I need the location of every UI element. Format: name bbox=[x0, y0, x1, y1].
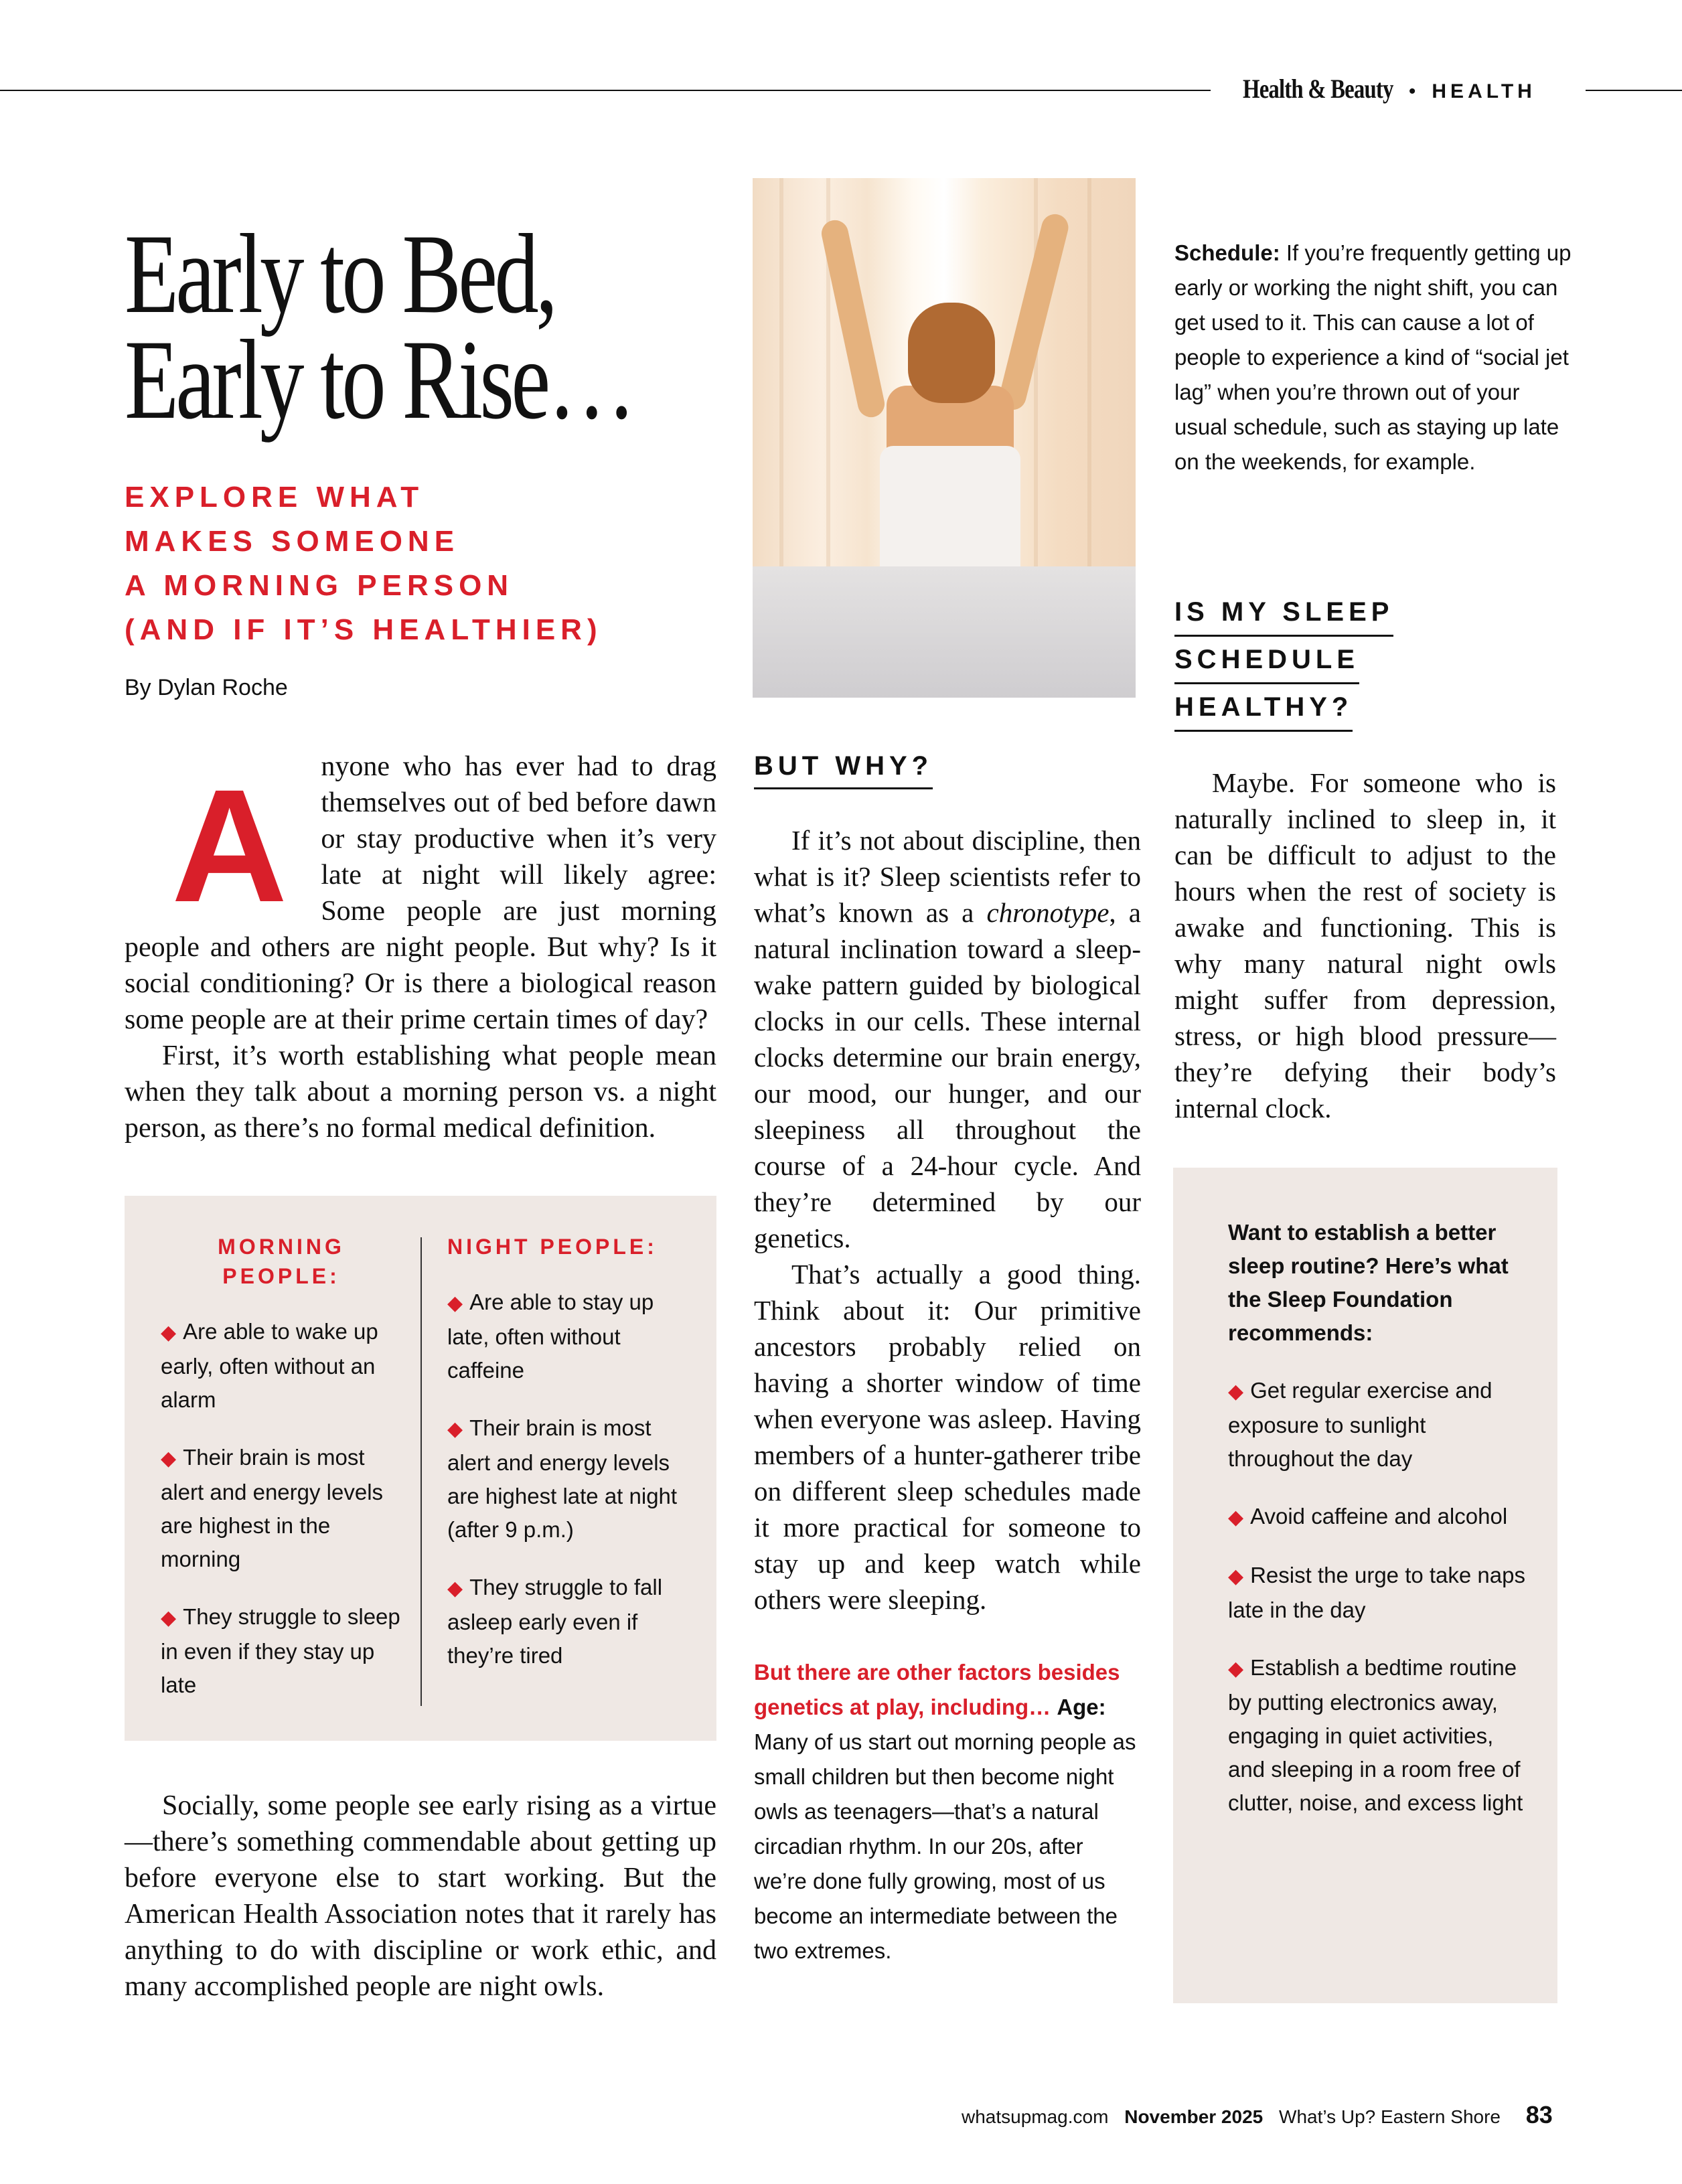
photo-bedsheet bbox=[753, 566, 1136, 698]
footer-issue: November 2025 bbox=[1124, 2106, 1264, 2127]
intro-text bbox=[125, 749, 716, 1146]
heading-line: SCHEDULE bbox=[1174, 641, 1359, 684]
section-category: HEALTH bbox=[1432, 80, 1536, 102]
section-brand: Health & Beauty bbox=[1243, 74, 1393, 104]
diamond-bullet-icon: ◆ bbox=[447, 1577, 463, 1600]
photo-camisole bbox=[880, 446, 1020, 580]
diamond-bullet-icon: ◆ bbox=[447, 1418, 463, 1440]
age-text: Many of us start out morning people as small children but then become night owls as teenagers—that’s a natural circadian rhythm. In our 20s, after we’re done fully growing, most of us become an intermediate between the two extremes. bbox=[754, 1729, 1136, 1963]
article-title bbox=[125, 211, 633, 443]
footer-publication: What’s Up? Eastern Shore bbox=[1279, 2106, 1501, 2127]
schedule-text: If you’re frequently getting up early or working the night shift, you can get used to it. This can cause a lot of people to experience a kind of “social jet lag” when you’re thrown out of your usual schedule, such as staying up late on the weekends, for example. bbox=[1174, 240, 1572, 474]
section-separator: • bbox=[1408, 80, 1416, 102]
list-item bbox=[1228, 1559, 1536, 1627]
deck-line: A MORNING PERSON bbox=[125, 569, 514, 602]
list-item-text: Their brain is most alert and energy levels are highest in the morning bbox=[161, 1445, 384, 1571]
factors-paragraph bbox=[754, 1655, 1141, 1968]
list-item bbox=[1228, 1651, 1536, 1820]
list-item-text: Establish a bedtime routine by putting electronics away, engaging in quiet activities, and sleeping in a room free of clutter, noise, and excess light bbox=[1228, 1655, 1523, 1815]
diamond-bullet-icon: ◆ bbox=[161, 1322, 177, 1344]
diamond-bullet-icon: ◆ bbox=[447, 1292, 463, 1314]
article-photo bbox=[753, 178, 1136, 698]
intro-paragraph-2: First, it’s worth establishing what people mean when they talk about a morning person vs. a night person, as there’s no formal medical definition. bbox=[125, 1040, 716, 1144]
list-item bbox=[447, 1411, 688, 1547]
header-rule-left bbox=[0, 90, 1211, 91]
article-title-line-2: Early to Rise… bbox=[125, 317, 633, 443]
schedule-label: Schedule: bbox=[1174, 240, 1280, 265]
list-item-text: Are able to wake up early, often without an alarm bbox=[161, 1319, 378, 1412]
deck-line: EXPLORE WHAT bbox=[125, 481, 425, 514]
list-item bbox=[1228, 1374, 1536, 1476]
diamond-bullet-icon: ◆ bbox=[1228, 1565, 1244, 1587]
page-footer bbox=[962, 2101, 1563, 2129]
list-item-text: Avoid caffeine and alcohol bbox=[1250, 1504, 1508, 1529]
heading-line: IS MY SLEEP bbox=[1174, 593, 1393, 637]
night-people-column bbox=[447, 1232, 688, 1672]
intro-paragraph-text: nyone who has ever had to drag themselves out of bed before dawn or stay productive when it’s very late at night will likely agree: Some people are just morning people and others are night people. But why? Is it social conditioning? Or is there a biological reason some people are at their prime certain times of day? bbox=[125, 751, 716, 1035]
but-why-paragraph-2: That’s actually a good thing. Think about it: Our primitive ancestors probably relied on having a shorter window of time when everyone was asleep. Having members of a hunter-gatherer tribe on different sleep schedules made it more practical for someone to stay up and keep watch while others were sleeping. bbox=[754, 1259, 1141, 1615]
tips-list bbox=[1228, 1374, 1536, 1820]
schedule-paragraph bbox=[1174, 236, 1576, 479]
intro-paragraph bbox=[125, 749, 716, 1038]
night-people-list bbox=[447, 1285, 688, 1672]
list-item-text: Their brain is most alert and energy levels are highest late at night (after 9 p.m.) bbox=[447, 1415, 678, 1542]
list-item-text: They struggle to fall asleep early even if they’re tired bbox=[447, 1575, 663, 1668]
heading-line: HEALTHY? bbox=[1174, 688, 1353, 732]
diamond-bullet-icon: ◆ bbox=[1228, 1381, 1244, 1403]
tips-intro: Want to establish a better sleep routine? Here’s what the Sleep Foundation recommends: bbox=[1228, 1220, 1509, 1345]
night-people-heading: NIGHT PEOPLE: bbox=[447, 1235, 658, 1259]
list-item bbox=[161, 1441, 402, 1576]
list-item bbox=[447, 1571, 688, 1672]
morning-people-list bbox=[161, 1315, 402, 1702]
text-run: If it’s not about discipline, then what is it? Sleep scientists refer to what’s known as a bbox=[754, 825, 1141, 928]
byline: By Dylan Roche bbox=[125, 675, 288, 700]
deck-line: (AND IF IT’S HEALTHIER) bbox=[125, 613, 603, 646]
list-item bbox=[161, 1600, 402, 1702]
factors-lead: But there are other factors besides genetics at play, including… bbox=[754, 1660, 1120, 1719]
but-why-heading-text: BUT WHY? bbox=[754, 747, 933, 789]
age-label: Age: bbox=[1057, 1695, 1106, 1719]
drop-cap: A bbox=[171, 756, 288, 935]
article-deck bbox=[125, 475, 727, 652]
diamond-bullet-icon: ◆ bbox=[161, 1607, 177, 1629]
list-item bbox=[447, 1285, 688, 1387]
list-item-text: Resist the urge to take naps late in the day bbox=[1228, 1563, 1525, 1622]
section-label bbox=[1243, 72, 1536, 108]
list-item-text: Get regular exercise and exposure to sunlight throughout the day bbox=[1228, 1378, 1493, 1471]
page-number: 83 bbox=[1525, 2101, 1553, 2128]
footer-website: whatsupmag.com bbox=[962, 2106, 1109, 2127]
header-rule-right bbox=[1586, 90, 1682, 91]
tips-content bbox=[1228, 1216, 1536, 1820]
but-why-heading bbox=[754, 747, 933, 789]
photo-head bbox=[908, 303, 995, 403]
list-item-text: They struggle to sleep in even if they stay up late bbox=[161, 1604, 400, 1697]
morning-people-column bbox=[161, 1232, 402, 1702]
social-paragraph: Socially, some people see early rising as a virtue—there’s something commendable about getting up before everyone else to start working. But the American Health Association notes that it rarely has anything to do with discipline or work ethic, and many accomplished people are night owls. bbox=[125, 1790, 716, 2002]
but-why-body bbox=[754, 822, 1141, 1618]
diamond-bullet-icon: ◆ bbox=[161, 1448, 177, 1470]
but-why-paragraph-1 bbox=[754, 822, 1141, 1256]
list-item bbox=[161, 1315, 402, 1417]
sleep-schedule-heading bbox=[1174, 593, 1442, 736]
diamond-bullet-icon: ◆ bbox=[1228, 1658, 1244, 1680]
text-run: , a natural inclination toward a sleep-wake pattern guided by biological clocks in our cells. These internal clocks determine our brain energy, our mood, our hunger, and our sleepiness all throughout the course of a 24-hour cycle. And they’re determined by our genetics. bbox=[754, 897, 1141, 1253]
sleep-schedule-paragraph: Maybe. For someone who is naturally inclined to sleep in, it can be difficult to adjust to the hours when the rest of society is awake and functioning. This is why many natural night owls might suffer from depression, stress, or high blood pressure—they’re defying their body’s internal clock. bbox=[1174, 767, 1556, 1123]
deck-line: MAKES SOMEONE bbox=[125, 525, 460, 558]
article-title-line-1: Early to Bed, bbox=[125, 211, 555, 337]
list-item bbox=[1228, 1500, 1536, 1535]
morning-people-heading: MORNING PEOPLE: bbox=[218, 1235, 345, 1288]
chronotype-term: chronotype bbox=[986, 897, 1110, 928]
list-item-text: Are able to stay up late, often without caffeine bbox=[447, 1290, 654, 1383]
comparison-divider bbox=[420, 1237, 422, 1706]
diamond-bullet-icon: ◆ bbox=[1228, 1506, 1244, 1529]
